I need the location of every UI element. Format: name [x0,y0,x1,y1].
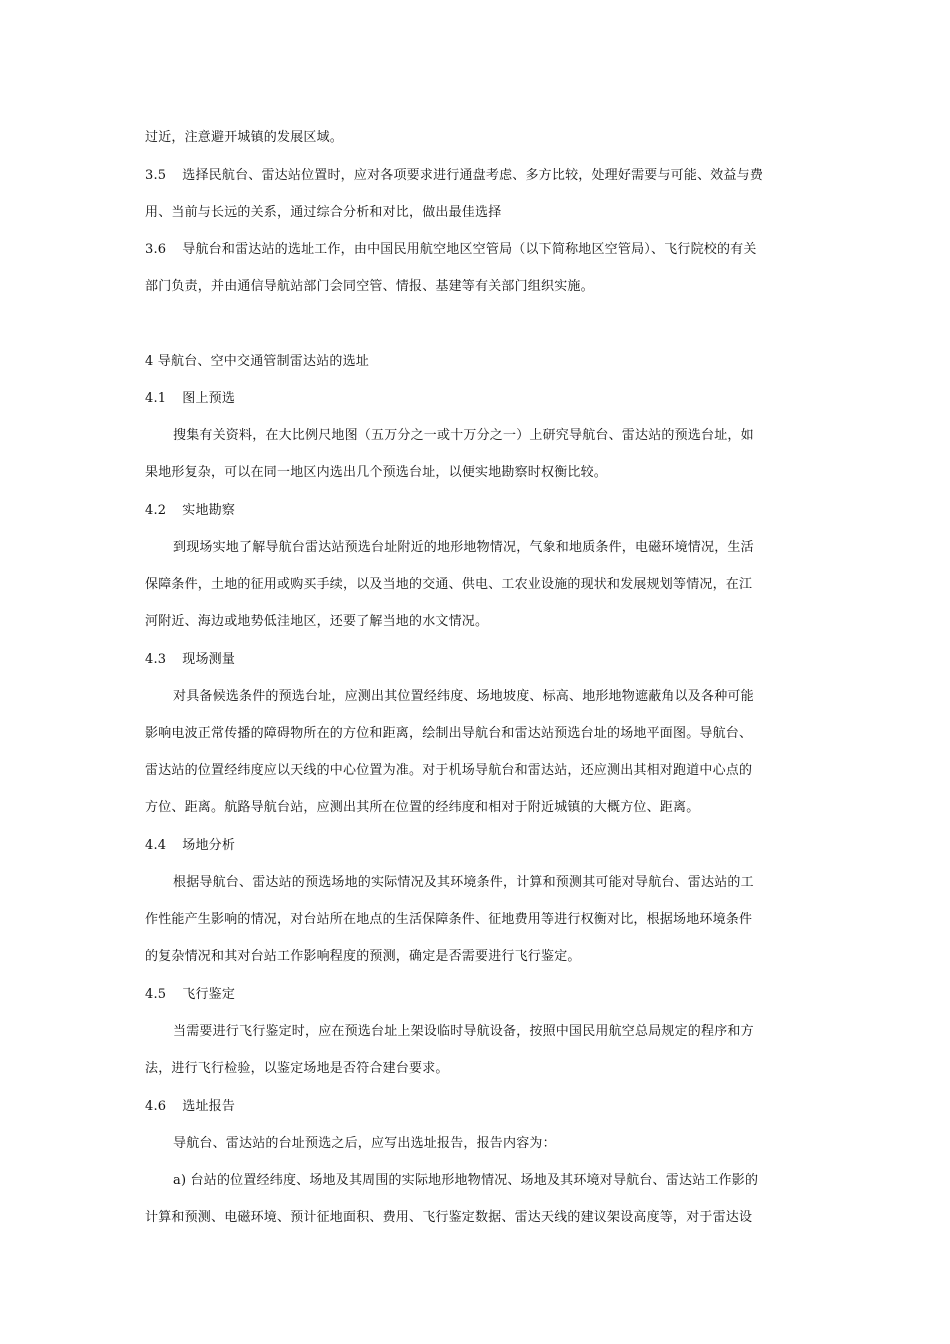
text-line: 用、当前与长远的关系，通过综合分析和对比，做出最佳选择 [145,205,502,220]
text-line: 过近，注意避开城镇的发展区域。 [145,130,344,145]
section-number: 4.3 [145,652,167,667]
section-title: 场地分析 [182,838,236,853]
section-4-1-heading [145,390,235,408]
section-4-heading: 4 导航台、空中交通管制雷达站的选址 [145,354,370,369]
section-3-5-line [145,167,763,185]
text-line: 部门负责，并由通信导航站部门会同空管、情报、基建等有关部门组织实施。 [145,279,594,294]
text-line: 影响电波正常传播的障碍物所在的方位和距离，绘制出导航台和雷达站预选台址的场地平面图。导航台、 [145,726,753,741]
section-3-6-line [145,241,757,259]
section-title: 实地勘察 [182,503,236,518]
section-number: 3.5 [145,168,167,183]
text-line: 对具备候选条件的预选台址，应测出其位置经纬度、场地坡度、标高、地形地物遮蔽角以及各种可能 [173,689,754,704]
text-line: 搜集有关资料，在大比例尺地图（五万分之一或十万分之一）上研究导航台、雷达站的预选台址，如 [173,428,754,443]
text-line: 到现场实地了解导航台雷达站预选台址附近的地形地物情况，气象和地质条件，电磁环境情况，生活 [173,540,754,555]
text-line: 当需要进行飞行鉴定时，应在预选台址上架设临时导航设备，按照中国民用航空总局规定的程序和方 [173,1024,754,1039]
text-line: 导航台、雷达站的台址预选之后，应写出选址报告，报告内容为： [173,1136,556,1151]
text-line: 保障条件，土地的征用或购买手续，以及当地的交通、供电、工农业设施的现状和发展规划等情况，在江 [145,577,753,592]
text-line: 雷达站的位置经纬度应以天线的中心位置为准。对于机场导航台和雷达站，还应测出其相对跑道中心点的 [145,763,753,778]
text-line: 的复杂情况和其对台站工作影响程度的预测，确定是否需要进行飞行鉴定。 [145,949,581,964]
paragraph-text: 选择民航台、雷达站位置时，应对各项要求进行通盘考虑、多方比较，处理好需要与可能、效益与费 [182,168,764,183]
section-title: 现场测量 [182,652,236,667]
section-4-6-heading [145,1098,235,1116]
text-line: 方位、距离。航路导航台站，应测出其所在位置的经纬度和相对于附近城镇的大概方位、距离。 [145,800,700,815]
section-title: 图上预选 [182,391,236,406]
section-number: 4.2 [145,503,167,518]
section-number: 4.1 [145,391,167,406]
section-number: 4.6 [145,1099,167,1114]
text-line: 果地形复杂，可以在同一地区内选出几个预选台址，以便实地勘察时权衡比较。 [145,465,608,480]
list-item-a: a) 台站的位置经纬度、场地及其周围的实际地形地物情况、场地及其环境对导航台、雷达站工作影的 [173,1173,759,1188]
section-4-2-heading [145,502,235,520]
text-line: 法，进行飞行检验，以鉴定场地是否符合建台要求。 [145,1061,449,1076]
section-4-3-heading [145,651,235,669]
text-line: 计算和预测、电磁环境、预计征地面积、费用、飞行鉴定数据、雷达天线的建议架设高度等，对于雷达设 [145,1210,753,1225]
paragraph-text: 导航台和雷达站的选址工作，由中国民用航空地区空管局（以下简称地区空管局）、飞行院校的有关 [182,242,757,257]
text-line: 作性能产生影响的情况，对台站所在地点的生活保障条件、征地费用等进行权衡对比，根据场地环境条件 [145,912,753,927]
text-line: 河附近、海边或地势低洼地区，还要了解当地的水文情况。 [145,614,489,629]
section-number: 4.4 [145,838,167,853]
section-number: 4.5 [145,987,167,1002]
text-line: 根据导航台、雷达站的预选场地的实际情况及其环境条件，计算和预测其可能对导航台、雷达站的工 [173,875,754,890]
section-4-5-heading [145,986,235,1004]
section-title: 选址报告 [182,1099,236,1114]
section-title: 飞行鉴定 [182,987,236,1002]
section-4-4-heading [145,837,235,855]
section-number: 3.6 [145,242,167,257]
